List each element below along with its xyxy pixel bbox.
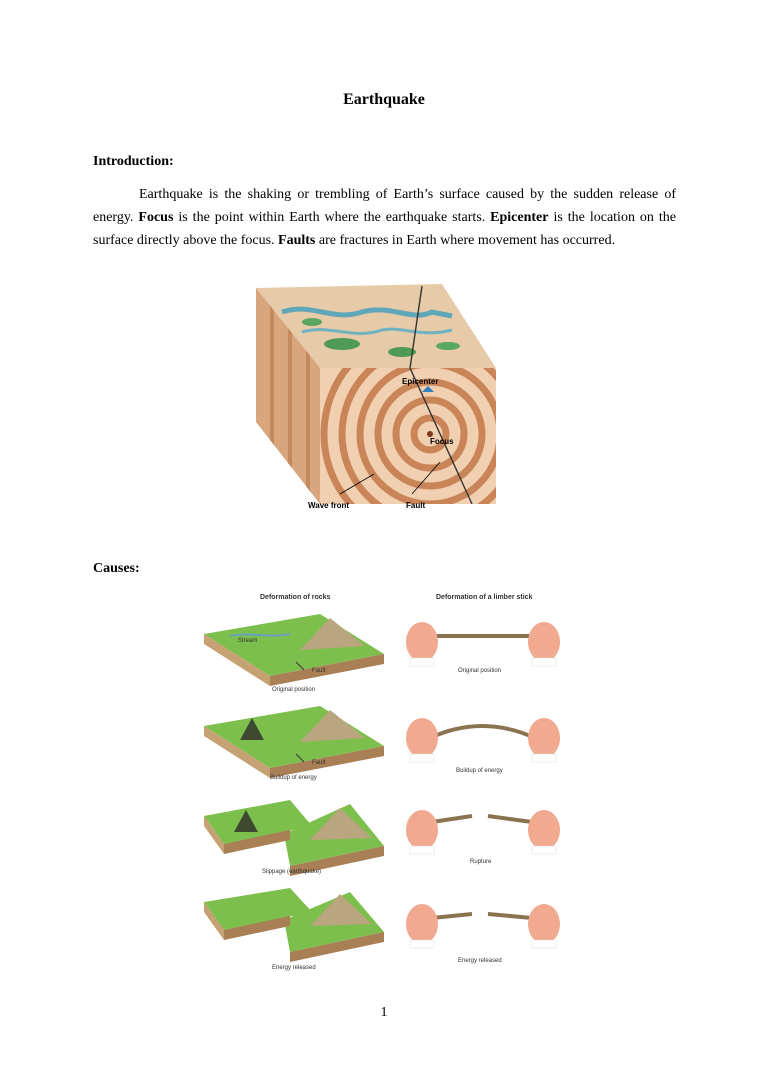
- page-number: 1: [380, 1005, 388, 1020]
- term-faults: Faults: [278, 233, 316, 248]
- label-epicenter: Epicenter: [402, 377, 439, 386]
- rock-original-position: [204, 614, 384, 686]
- stick-buildup-of-energy: [406, 718, 560, 762]
- label-stream: Stream: [238, 638, 258, 644]
- causes-heading: Causes:: [93, 561, 140, 576]
- document-title: Earthquake: [343, 91, 425, 108]
- intro-run-0: Earthquake is the shaking or trembling of Earth’s surface caused by the sudden release of energy.: [93, 187, 676, 225]
- rock-buildup-of-energy: [204, 706, 384, 778]
- stick-caption-4: Energy released: [458, 958, 502, 964]
- earthquake-block-diagram: [252, 282, 514, 514]
- intro-run-6: are fractures in Earth where movement has occurred.: [315, 233, 616, 248]
- stick-caption-1: Original position: [458, 668, 502, 674]
- rock-slippage: [204, 800, 384, 876]
- vegetation-patch: [324, 338, 360, 350]
- stick-energy-released: [406, 904, 560, 948]
- rock-caption-4: Energy released: [272, 965, 316, 971]
- rock-energy-released: [204, 888, 384, 962]
- stick-caption-3: Rupture: [470, 859, 492, 865]
- vegetation-patch: [302, 318, 322, 326]
- deformation-figure: [200, 590, 580, 975]
- vegetation-patch: [436, 342, 460, 350]
- intro-run-2: is the point within Earth where the earthquake starts.: [173, 210, 491, 225]
- introduction-heading: Introduction:: [93, 154, 174, 169]
- stick-original-position: [406, 622, 560, 666]
- rock-caption-1: Original position: [272, 687, 316, 693]
- label-fault: Fault: [406, 501, 426, 510]
- stick-caption-2: Buildup of energy: [456, 768, 503, 774]
- introduction-paragraph: [93, 183, 676, 252]
- left-panel-title: Deformation of rocks: [260, 594, 331, 601]
- rock-caption-2: Buildup of energy: [270, 775, 317, 781]
- term-focus: Focus: [138, 210, 174, 225]
- intro-run-4: is the location on the surface directly above the focus.: [93, 210, 676, 248]
- label-wave-front: Wave front: [308, 501, 350, 510]
- label-fault-1: Fault: [312, 668, 326, 674]
- rock-caption-3: Slippage (earthquake): [262, 869, 322, 875]
- stick-rupture: [406, 810, 560, 854]
- right-panel-title: Deformation of a limber stick: [436, 594, 533, 601]
- label-fault-2: Fault: [312, 760, 326, 766]
- label-focus: Focus: [430, 437, 454, 446]
- term-epicenter: Epicenter: [490, 210, 549, 225]
